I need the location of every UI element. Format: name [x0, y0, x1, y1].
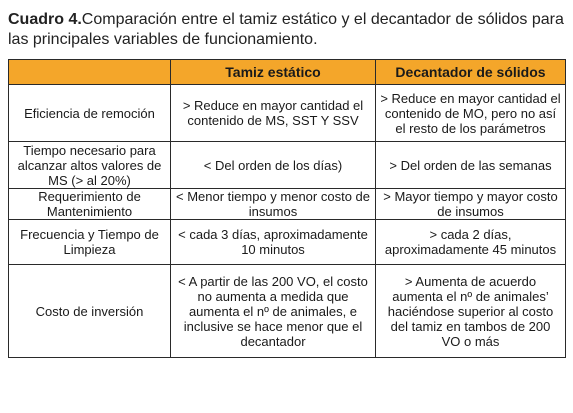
header-row [9, 60, 566, 85]
table-row [9, 220, 566, 265]
row-variable: Eficiencia de remoción [9, 85, 171, 142]
row-tamiz-value: < Del orden de los días) [171, 142, 376, 189]
row-variable: Frecuencia y Tiempo de Limpieza [9, 220, 171, 265]
header-cell-blank [9, 60, 171, 85]
header-cell-tamiz: Tamiz estático [171, 60, 376, 85]
row-tamiz-value: < cada 3 días, aproximadamente 10 minutos [171, 220, 376, 265]
caption-label: Cuadro 4. [8, 11, 82, 28]
header-cell-decantador: Decantador de sólidos [376, 60, 566, 85]
caption-text: Comparación entre el tamiz estático y el decantador de sólidos para las principales variables de funcionamiento. [8, 11, 564, 48]
row-variable: Costo de inversión [9, 265, 171, 358]
row-tamiz-value: < A partir de las 200 VO, el costo no aumenta a medida que aumenta el nº de animales, e inclusive se hace menor que el decantador [171, 265, 376, 358]
row-decantador-value: > Mayor tiempo y mayor costo de insumos [376, 189, 566, 220]
row-variable: Tiempo necesario para alcanzar altos valores de MS (> al 20%) [9, 142, 171, 189]
row-decantador-value: > Aumenta de acuerdo aumenta el nº de animales’ haciéndose superior al costo del tamiz en tambos de 200 VO o más [376, 265, 566, 358]
table-row [9, 265, 566, 358]
table-caption [8, 10, 566, 50]
row-decantador-value: > Del orden de las semanas [376, 142, 566, 189]
table-row [9, 189, 566, 220]
row-decantador-value: > Reduce en mayor cantidad el contenido de MO, pero no así el resto de los parámetros [376, 85, 566, 142]
row-decantador-value: > cada 2 días, aproximadamente 45 minutos [376, 220, 566, 265]
comparison-table [8, 59, 566, 358]
table-row [9, 85, 566, 142]
row-tamiz-value: > Reduce en mayor cantidad el contenido de MS, SST Y SSV [171, 85, 376, 142]
row-variable: Requerimiento de Mantenimiento [9, 189, 171, 220]
row-tamiz-value: < Menor tiempo y menor costo de insumos [171, 189, 376, 220]
table-row [9, 142, 566, 189]
